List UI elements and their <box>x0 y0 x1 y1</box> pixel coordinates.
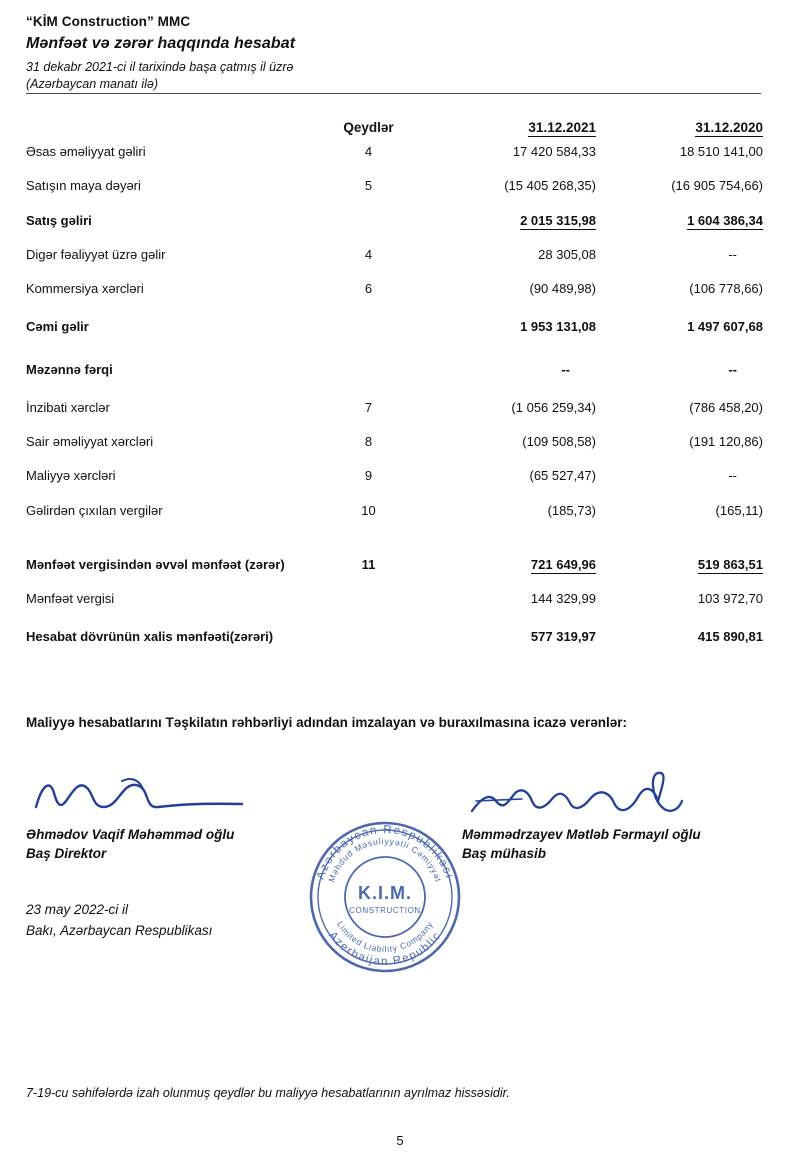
row-value-year1: (15 405 268,35) <box>504 178 596 194</box>
row-label: Maliyyə xərcləri <box>26 468 116 484</box>
table-row <box>26 548 763 582</box>
row-value-year2: (165,11) <box>715 502 763 518</box>
row-value-year2: 519 863,51 <box>697 556 763 572</box>
column-header-year2: 31.12.2020 <box>695 120 763 135</box>
row-label: Hesabat dövrünün xalis mənfəəti(zərəri) <box>26 629 274 645</box>
row-value-year2: (16 905 754,66) <box>671 178 763 194</box>
signature-date-place <box>26 899 212 942</box>
row-label: İnzibati xərclər <box>26 399 110 415</box>
signature-area <box>24 767 754 977</box>
column-header-year1: 31.12.2021 <box>528 120 596 135</box>
row-value-year1: (109 508,58) <box>522 434 596 449</box>
signature-date: 23 may 2022-ci il <box>26 901 129 917</box>
signatory-name-left: Əhmədov Vaqif Məhəmməd oğlu <box>26 826 235 842</box>
reporting-period: 31 dekabr 2021-ci il tarixində başa çatmış il üzrə <box>26 60 294 74</box>
row-note <box>311 306 426 348</box>
signatory-role-left: Baş Direktor <box>26 846 107 862</box>
row-label: Mənfəət vergisindən əvvəl mənfəət (zərər) <box>26 556 285 572</box>
table-row <box>26 349 763 391</box>
row-value-year2: 1 497 607,68 <box>687 319 763 335</box>
row-value-year1: 577 319,97 <box>530 629 596 645</box>
row-value-year2: 18 510 141,00 <box>679 144 763 159</box>
row-value-year2: (106 778,66) <box>689 281 763 296</box>
currency-note: (Azərbaycan manatı ilə) <box>26 77 761 94</box>
row-note: 8 <box>364 434 373 449</box>
svg-text:K.I.M.: K.I.M. <box>358 882 412 903</box>
row-value-year1: 1 953 131,08 <box>520 319 596 335</box>
row-note <box>311 204 426 238</box>
row-value-year1: (90 489,98) <box>529 281 596 296</box>
row-value-year1: -- <box>561 361 570 377</box>
table-row <box>26 391 763 425</box>
svg-text:CONSTRUCTION: CONSTRUCTION <box>349 905 421 915</box>
document-title: Mənfəət və zərər haqqında hesabat <box>26 35 296 52</box>
company-stamp-icon <box>301 813 469 981</box>
row-note: 11 <box>361 556 376 572</box>
svg-text:Azerbaijan Republic: Azerbaijan Republic <box>326 929 444 968</box>
row-note: 5 <box>364 178 373 194</box>
row-label: Cəmi gəlir <box>26 319 89 335</box>
row-value-year1: 144 329,99 <box>530 591 596 606</box>
row-note <box>311 582 426 616</box>
table-row <box>26 204 763 238</box>
row-value-year1: (185,73) <box>547 502 596 518</box>
row-value-year2: 1 604 386,34 <box>687 212 763 228</box>
row-label: Əsas əməliyyat gəliri <box>26 144 146 159</box>
column-header-label <box>26 120 311 135</box>
table-row <box>26 135 763 169</box>
row-label: Kommersiya xərcləri <box>26 281 144 296</box>
footnote: 7-19-cu səhifələrdə izah olunmuş qeydlər bu maliyyə hesabatlarının ayrılmaz hissəsidir. <box>26 1086 510 1100</box>
signature-block-right <box>462 767 792 864</box>
table-spacer <box>26 528 763 548</box>
row-value-year2: -- <box>728 246 737 262</box>
page-number: 5 <box>396 1133 404 1148</box>
row-value-year2: -- <box>728 468 737 484</box>
column-header-notes: Qeydlər <box>343 120 394 135</box>
row-value-year1: 17 420 584,33 <box>512 144 596 159</box>
signature-place: Bakı, Azərbaycan Respublikası <box>26 923 213 939</box>
row-value-year2: (786 458,20) <box>689 399 763 415</box>
row-note: 4 <box>364 246 373 262</box>
table-row <box>26 272 763 306</box>
signature-intro: Maliyyə hesabatlarını Təşkilatın rəhbərliyi adından imzalayan və buraxılmasına icazə verənlər: <box>26 714 628 730</box>
signatory-name-right: Məmmədrzayev Mətləb Fərmayıl oğlu <box>462 826 701 842</box>
table-row <box>26 306 763 348</box>
company-name: “KİM Construction” MMC <box>26 14 191 29</box>
row-note: 7 <box>364 399 373 415</box>
row-note <box>311 349 426 391</box>
table-row <box>26 238 763 272</box>
table-row <box>26 616 763 658</box>
table-row <box>26 582 763 616</box>
row-value-year2: 415 890,81 <box>697 629 763 645</box>
income-statement-table <box>26 120 763 659</box>
row-label: Məzənnə fərqi <box>26 361 113 377</box>
row-label: Satışın maya dəyəri <box>26 178 141 194</box>
row-value-year2: (191 120,86) <box>689 434 763 449</box>
svg-text:Limited Liability Company: Limited Liability Company <box>335 919 435 954</box>
table-body <box>26 135 763 659</box>
signatory-role-right: Baş mühasib <box>462 846 547 862</box>
row-note: 9 <box>364 468 373 484</box>
row-note: 4 <box>364 144 373 159</box>
row-note <box>311 616 426 658</box>
row-value-year2: -- <box>728 361 737 377</box>
table-row <box>26 494 763 528</box>
row-label: Digər fəaliyyət üzrə gəlir <box>26 246 166 262</box>
row-note: 10 <box>361 502 376 518</box>
row-label: Mənfəət vergisi <box>26 591 115 606</box>
svg-text:Azərbaycan Respublikası: Azərbaycan Respublikası <box>314 823 456 881</box>
table-header-row <box>26 120 763 135</box>
table-row <box>26 459 763 493</box>
row-value-year1: (65 527,47) <box>529 468 596 484</box>
table-row <box>26 169 763 203</box>
row-value-year1: 2 015 315,98 <box>520 212 596 228</box>
row-value-year1: 721 649,96 <box>530 556 596 572</box>
row-label: Satış gəliri <box>26 212 92 228</box>
row-label: Sair əməliyyat xərcləri <box>26 434 154 449</box>
row-label: Gəlirdən çıxılan vergilər <box>26 502 163 518</box>
row-value-year1: (1 056 259,34) <box>511 399 596 415</box>
document-header <box>26 14 754 94</box>
svg-text:Məhdud Məsuliyyətli Cəmiyyət: Məhdud Məsuliyyətli Cəmiyyət <box>326 835 444 884</box>
row-note: 6 <box>364 281 373 296</box>
row-value-year2: 103 972,70 <box>697 591 763 606</box>
table-row <box>26 425 763 459</box>
signature-mark-right <box>462 767 792 825</box>
row-value-year1: 28 305,08 <box>538 246 596 262</box>
